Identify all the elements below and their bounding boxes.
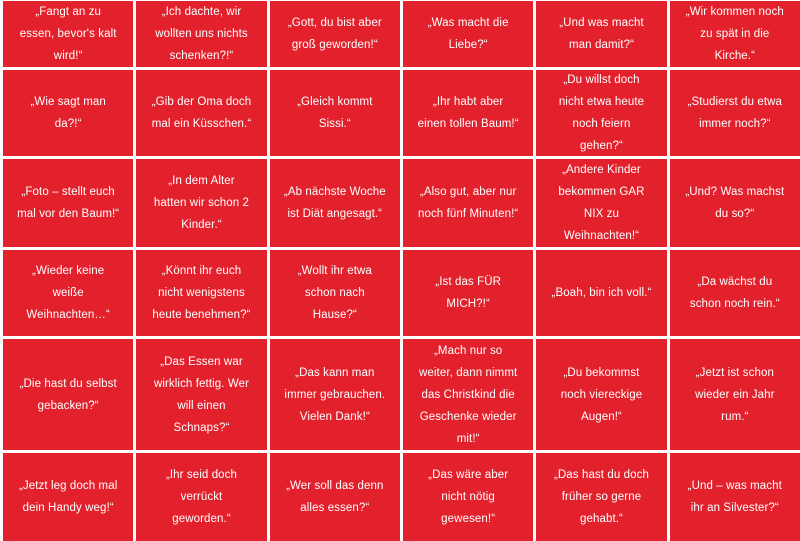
bingo-cell	[136, 1, 266, 67]
bingo-cell	[403, 339, 533, 450]
bingo-cell	[670, 1, 800, 67]
cell-text: „Jetzt leg doch mal dein Handy weg!“	[18, 480, 118, 514]
cell-text: „Mach nur so weiter, dann nimmt das Christkind die Geschenke wieder mit!“	[418, 344, 518, 445]
cell-text: „Das kann man immer gebrauchen. Vielen Dank!“	[284, 366, 386, 423]
cell-text: „Ihr seid doch verrückt geworden.“	[165, 469, 238, 525]
bingo-cell	[270, 159, 400, 247]
cell-text: „Wer soll das denn alles essen?“	[286, 480, 384, 514]
cell-text: „Andere Kinder bekommen GAR NIX zu Weihnachten!“	[558, 164, 645, 242]
cell-text: „Und was macht man damit?“	[559, 17, 644, 51]
bingo-cell	[403, 1, 533, 67]
bingo-cell	[403, 159, 533, 247]
cell-text: „Gott, du bist aber groß geworden!“	[287, 17, 382, 51]
cell-text: „Boah, bin ich voll.“	[551, 287, 652, 299]
cell-text: „Wie sagt man da?!“	[30, 96, 106, 130]
bingo-cell	[270, 70, 400, 156]
bingo-cell	[670, 250, 800, 336]
cell-text: „Das hast du doch früher so gerne gehabt.“	[553, 469, 649, 525]
cell-text: „Ist das FÜR MICH?!“	[435, 276, 502, 310]
cell-text: „Du willst doch nicht etwa heute noch feiern gehen?“	[558, 74, 645, 152]
bingo-cell	[3, 339, 133, 450]
cell-text: „Gleich kommt Sissi.“	[297, 96, 373, 130]
cell-text: „Das Essen war wirklich fettig. Wer will einen Schnaps?“	[153, 355, 250, 434]
bingo-cell	[536, 339, 666, 450]
bingo-cell	[270, 339, 400, 450]
cell-text: „Ab nächste Woche ist Diät angesagt.“	[283, 186, 386, 220]
bingo-cell	[670, 339, 800, 450]
cell-text: „Und? Was machst du so?“	[685, 186, 785, 220]
bingo-cell	[536, 1, 666, 67]
bingo-cell	[136, 339, 266, 450]
cell-text: „Du bekommst noch viereckige Augen!“	[560, 366, 643, 423]
cell-text: „Und – was macht ihr an Silvester?“	[687, 480, 782, 514]
bingo-cell	[3, 1, 133, 67]
cell-text: „Ich dachte, wir wollten uns nichts schenken?!“	[155, 6, 248, 62]
bingo-cell	[136, 453, 266, 541]
bingo-cell	[270, 250, 400, 336]
cell-text: „Fangt an zu essen, bevor's kalt wird!“	[19, 6, 117, 62]
bingo-cell	[536, 70, 666, 156]
bingo-cell	[136, 250, 266, 336]
bingo-cell	[3, 159, 133, 247]
bingo-cell	[403, 70, 533, 156]
cell-text: „Was macht die Liebe?“	[427, 17, 509, 51]
bingo-cell	[536, 250, 666, 336]
cell-text: „Wollt ihr etwa schon nach Hause?“	[297, 265, 372, 321]
bingo-cell	[3, 250, 133, 336]
cell-text: „Foto – stellt euch mal vor den Baum!“	[17, 186, 120, 220]
cell-text: „Das wäre aber nicht nötig gewesen!“	[428, 469, 509, 525]
bingo-cell	[670, 159, 800, 247]
cell-text: „Also gut, aber nur noch fünf Minuten!“	[417, 186, 519, 220]
bingo-cell	[670, 453, 800, 541]
cell-text: „In dem Alter hatten wir schon 2 Kinder.“	[153, 175, 250, 231]
cell-text: „Studierst du etwa immer noch?“	[687, 96, 783, 130]
bingo-cell	[3, 453, 133, 541]
bingo-cell	[403, 453, 533, 541]
cell-text: „Da wächst du schon noch rein.“	[689, 276, 780, 310]
bingo-cell	[270, 1, 400, 67]
bingo-cell	[670, 70, 800, 156]
cell-text: „Die hast du selbst gebacken?“	[19, 377, 117, 412]
bingo-cell	[403, 250, 533, 336]
cell-text: „Wieder keine weiße Weihnachten…“	[26, 265, 110, 321]
cell-text: „Gib der Oma doch mal ein Küsschen.“	[151, 96, 252, 130]
bingo-cell	[270, 453, 400, 541]
cell-text: „Jetzt ist schon wieder ein Jahr rum.“	[695, 366, 775, 423]
cell-text: „Könnt ihr euch nicht wenigstens heute benehmen?“	[152, 265, 251, 321]
bingo-cell	[136, 70, 266, 156]
cell-text: „Ihr habt aber einen tollen Baum!“	[417, 96, 519, 130]
cell-text: „Wir kommen noch zu spät in die Kirche.“	[685, 6, 784, 62]
bingo-cell	[536, 453, 666, 541]
bingo-cell	[536, 159, 666, 247]
bingo-cell	[3, 70, 133, 156]
bingo-cell	[136, 159, 266, 247]
